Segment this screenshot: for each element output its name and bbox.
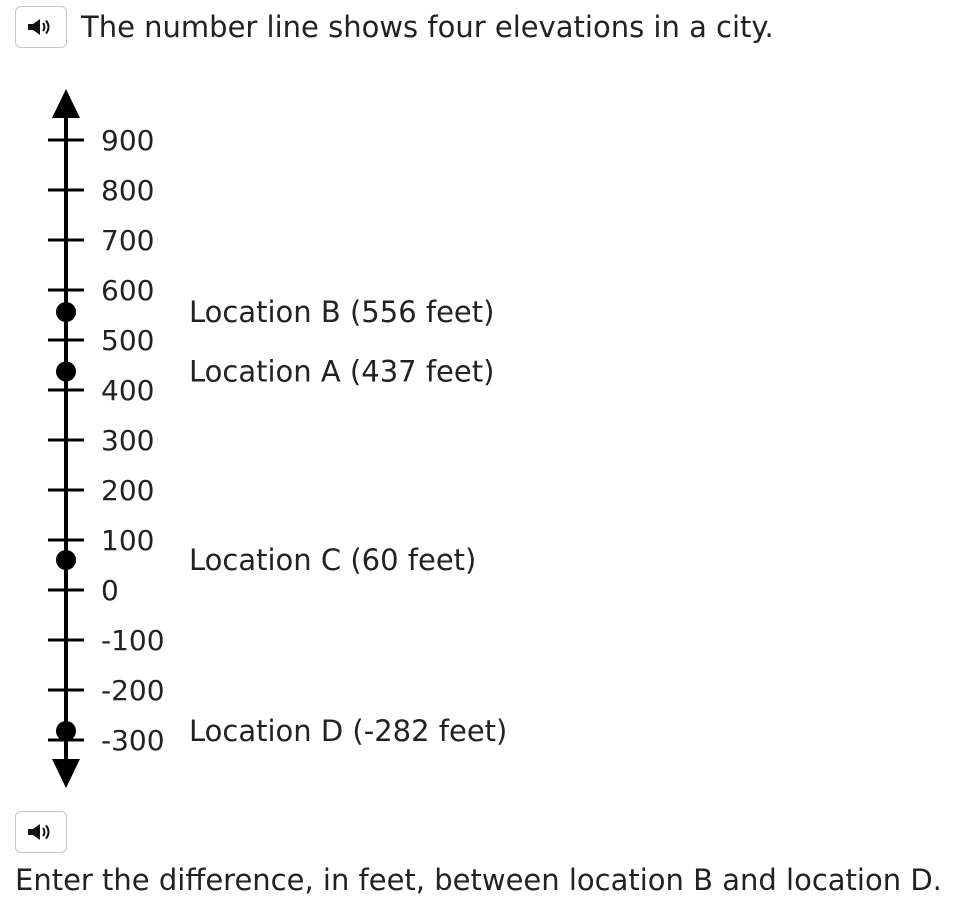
location-label: Location D (-282 feet)	[189, 714, 508, 748]
arrow-up-icon	[52, 89, 80, 118]
location-point	[56, 362, 76, 382]
tick-label: 500	[101, 324, 155, 357]
speaker-icon	[27, 823, 55, 841]
tick-label: 900	[101, 124, 155, 157]
intro-text: The number line shows four elevations in a city.	[81, 10, 774, 44]
tick-label: 300	[101, 424, 155, 457]
tick-label: -200	[101, 674, 165, 707]
tick-label: -300	[101, 724, 165, 757]
tick-label: 600	[101, 274, 155, 307]
location-point	[56, 302, 76, 322]
tick-label: 700	[101, 224, 155, 257]
location-point	[56, 550, 76, 570]
location-point	[56, 721, 76, 741]
location-label: Location B (556 feet)	[189, 295, 495, 329]
location-label: Location A (437 feet)	[189, 354, 495, 389]
question-text: Enter the difference, in feet, between location B and location D.	[15, 863, 942, 897]
tick-label: -100	[101, 624, 165, 657]
tick-label: 400	[101, 374, 155, 407]
tick-label: 200	[101, 474, 155, 507]
audio-button-question[interactable]	[15, 811, 67, 853]
tick-label: 0	[101, 574, 119, 607]
tick-label: 800	[101, 174, 155, 207]
location-label: Location C (60 feet)	[189, 543, 477, 577]
tick-label: 100	[101, 524, 155, 557]
arrow-down-icon	[52, 759, 80, 788]
